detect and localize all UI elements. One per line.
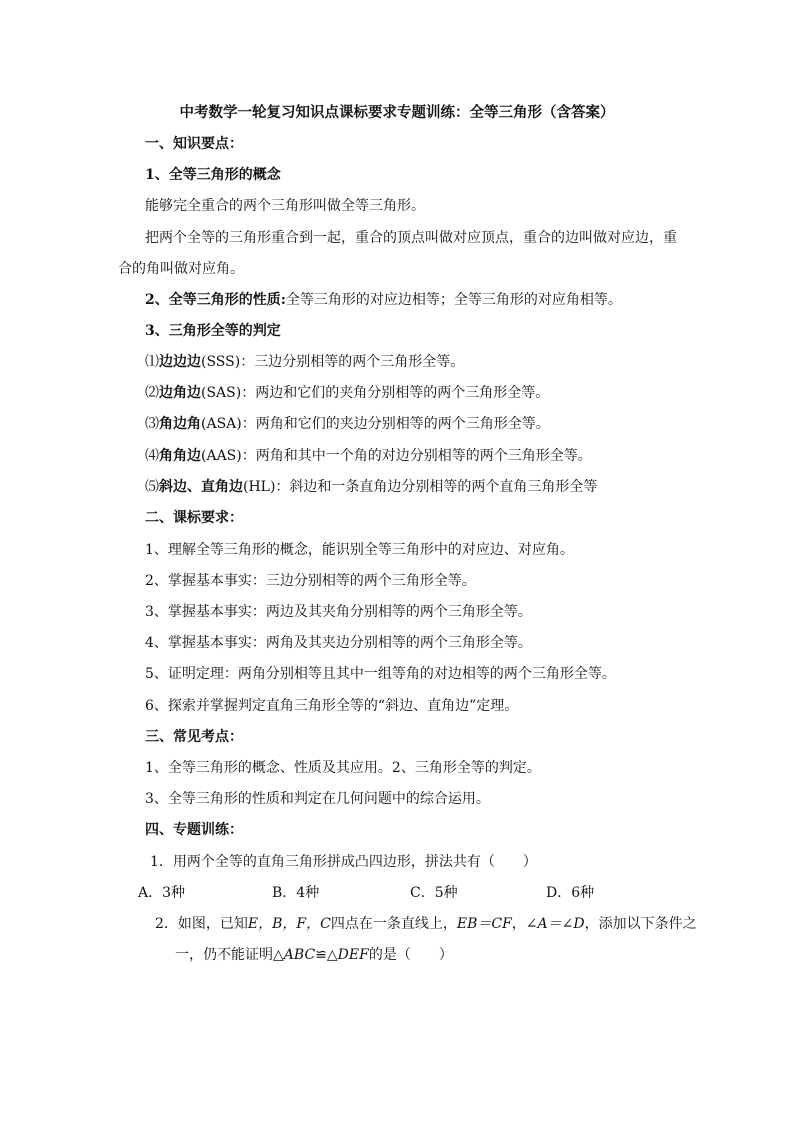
q2-congruent-symbol: ≌△	[315, 947, 338, 963]
criteria-number: ⑶	[145, 416, 159, 432]
q2-tail: ，添加以下条件之	[584, 916, 697, 932]
property-text: 全等三角形的对应边相等；全等三角形的对应角相等。	[285, 292, 622, 308]
criteria-abbr: (SSS)	[201, 354, 241, 370]
q2-triangle-1: ABC	[283, 947, 316, 963]
q1-option-b: B．4种	[272, 885, 320, 901]
criteria-item	[145, 383, 549, 403]
criteria-abbr: (AAS)	[201, 448, 242, 464]
criteria-term: 斜边、直角边	[159, 479, 243, 495]
criteria-desc: ：斜边和一条直角边分别相等的两个直角三角形全等	[275, 479, 598, 495]
criteria-abbr: (ASA)	[201, 416, 242, 432]
criteria-number: ⑸	[145, 479, 159, 495]
criteria-desc: ：两角和它们的夹边分别相等的两个三角形全等。	[241, 416, 550, 432]
curriculum-item: 6、探索并掌握判定直角三角形全等的“斜边、直角边”定理。	[145, 698, 519, 714]
question-2-line2	[175, 945, 453, 965]
criteria-item	[145, 446, 592, 466]
criteria-desc: ：三边分别相等的两个三角形全等。	[240, 354, 465, 370]
paragraph-concept: 能够完全重合的两个三角形叫做全等三角形。	[145, 198, 425, 214]
criteria-term: 角边角	[159, 416, 201, 432]
curriculum-item: 1、理解全等三角形的概念，能识别全等三角形中的对应边、对应角。	[145, 542, 574, 558]
criteria-term: 角角边	[159, 448, 201, 464]
curriculum-item: 4、掌握基本事实：两角及其夹边分别相等的两个三角形全等。	[145, 635, 532, 651]
q2-mid: 四点在一条直线上，	[330, 916, 457, 932]
criteria-term: 边边边	[159, 354, 201, 370]
q2-points: E，B，F，C	[247, 916, 331, 932]
section-heading-curriculum: 二、课标要求：	[145, 510, 243, 526]
subheading-criteria: 3、三角形全等的判定	[145, 323, 281, 339]
q2-prefix: 2．如图，已知	[155, 916, 248, 932]
q2-condition-2: ∠A＝∠D	[525, 916, 585, 932]
section-heading-exam-points: 三、常见考点：	[145, 729, 243, 745]
curriculum-item: 5、证明定理：两角分别相等且其中一组等角的对边相等的两个三角形全等。	[145, 666, 616, 682]
curriculum-item: 2、掌握基本事实：三边分别相等的两个三角形全等。	[145, 573, 476, 589]
criteria-number: ⑷	[145, 448, 159, 464]
property-line	[145, 290, 622, 310]
criteria-abbr: (HL)	[243, 479, 276, 495]
question-1: 1．用两个全等的直角三角形拼成凸四边形，拼法共有（ ）	[150, 854, 537, 870]
criteria-abbr: (SAS)	[201, 385, 242, 401]
q1-option-d: D．6种	[546, 885, 595, 901]
exam-point-item: 1、全等三角形的概念、性质及其应用。2、三角形全等的判定。	[145, 760, 541, 776]
exam-point-item: 3、全等三角形的性质和判定在几何问题中的综合运用。	[145, 791, 490, 807]
q2-line2-tail: 的是（ ）	[368, 947, 453, 963]
subheading-concept: 1、全等三角形的概念	[145, 167, 281, 183]
page-title: 中考数学一轮复习知识点课标要求专题训练：全等三角形（含答案）	[179, 104, 615, 121]
criteria-number: ⑵	[145, 385, 159, 401]
q1-option-c: C．5种	[410, 885, 458, 901]
criteria-number: ⑴	[145, 354, 159, 370]
q2-line2-prefix: 一，仍不能证明△	[175, 947, 284, 963]
section-heading-knowledge: 一、知识要点：	[145, 136, 243, 152]
q2-separator: ，	[511, 916, 526, 932]
subheading-property: 2、全等三角形的性质:	[145, 292, 286, 308]
paragraph-correspondence-line1: 把两个全等的三角形重合到一起，重合的顶点叫做对应顶点，重合的边叫做对应边，重	[145, 230, 677, 246]
criteria-desc: ：两角和其中一个角的对边分别相等的两个三角形全等。	[241, 448, 592, 464]
q2-triangle-2: DEF	[337, 947, 369, 963]
criteria-item	[145, 477, 597, 497]
q1-option-a: A．3种	[138, 885, 186, 901]
q2-condition-1: EB＝CF	[456, 916, 512, 932]
curriculum-item: 3、掌握基本事实：两边及其夹角分别相等的两个三角形全等。	[145, 604, 532, 620]
section-heading-exercises: 四、专题训练：	[145, 822, 243, 838]
question-2-line1	[155, 914, 697, 934]
criteria-item	[145, 414, 550, 434]
paragraph-correspondence-line2: 合的角叫做对应角。	[118, 261, 244, 277]
criteria-item	[145, 352, 464, 372]
criteria-desc: ：两边和它们的夹角分别相等的两个三角形全等。	[241, 385, 550, 401]
criteria-term: 边角边	[159, 385, 201, 401]
